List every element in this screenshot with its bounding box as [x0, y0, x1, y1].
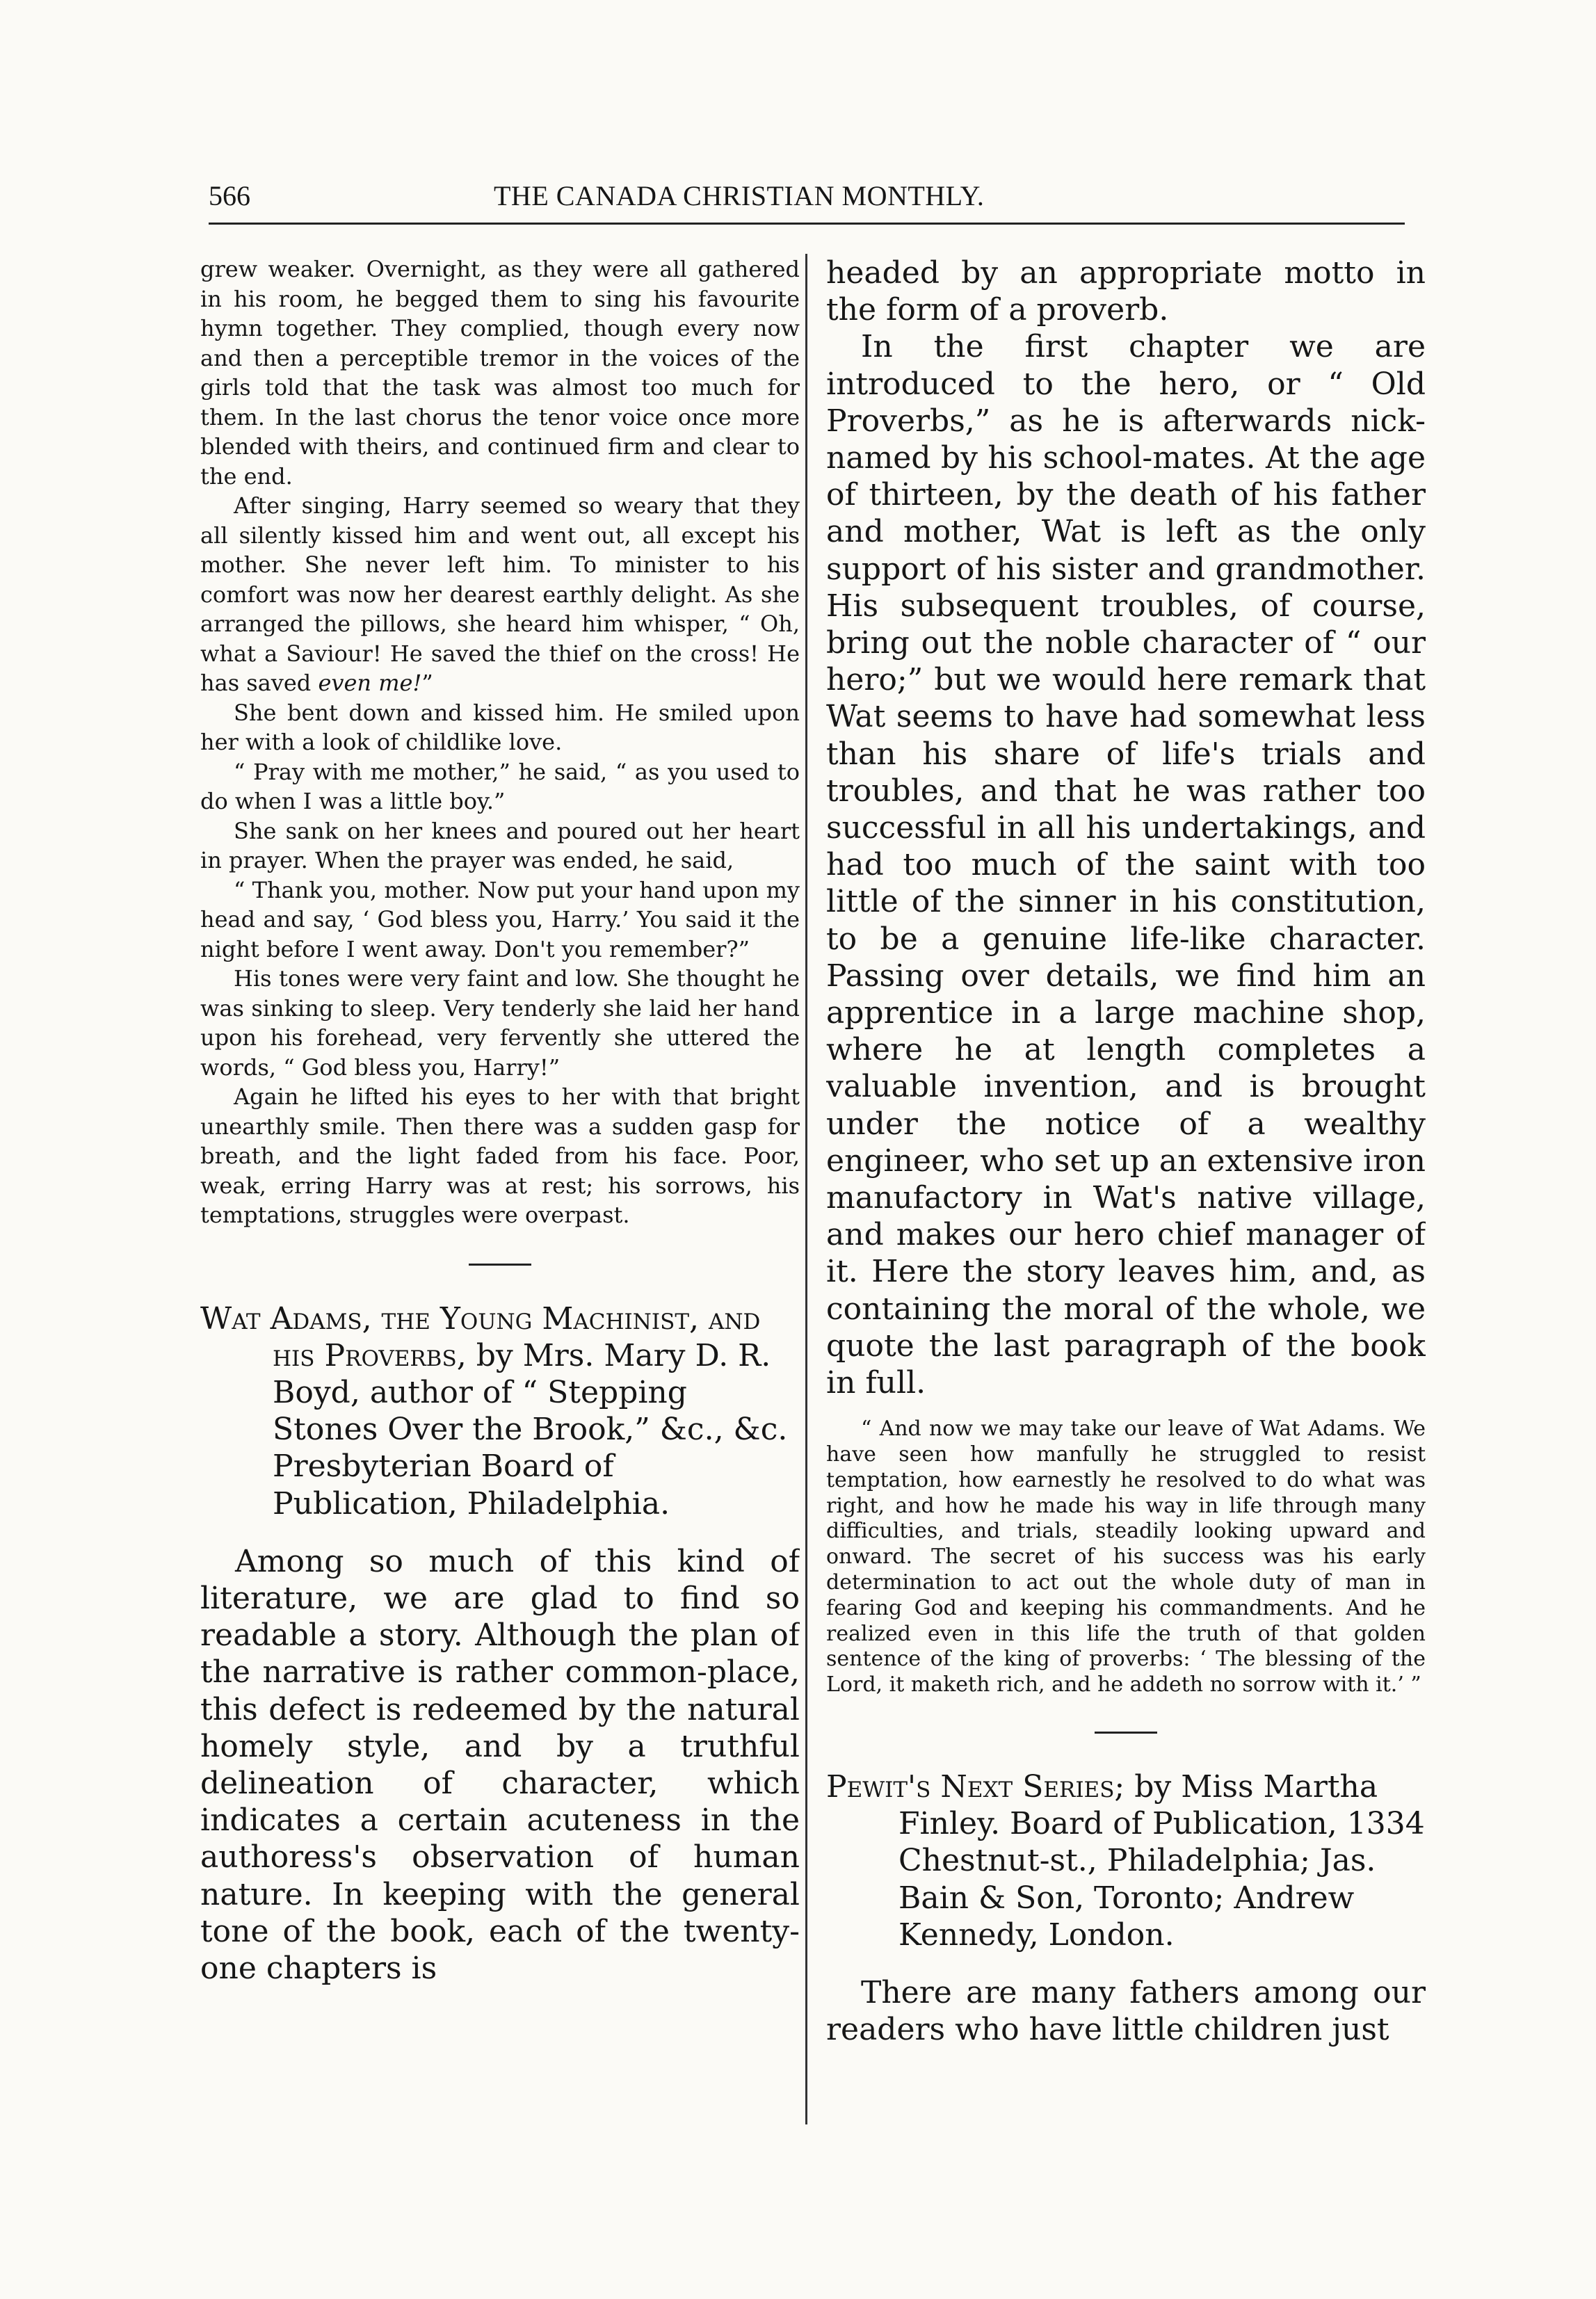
review-paragraph: Among so much of this kind of literature, we are glad to find so readable a story. Although the plan of the narrative is rather common-place, this defect is redeemed by the natural homely style, and by a truthful delineation of character, which indicates a certain acuteness in the authoress's observation of human nature. In keeping with the general tone of the book, each of the twenty-one chapters is [200, 1543, 800, 1986]
column-divider [805, 254, 807, 2124]
left-column [200, 255, 800, 1987]
running-title: THE CANADA CHRISTIAN MONTHLY. [494, 180, 985, 211]
review-paragraph: There are many fathers among our readers who have little children just [826, 1975, 1426, 2048]
story-paragraph: grew weaker. Overnight, as they were all gathered in his room, he begged them to sing his favourite hymn together. They complied, though every now and then a perceptible tremor in the voices of the girls told that the task was almost too much for them. In the last chorus the tenor voice once more blended with theirs, and continued firm and clear to the end. [200, 256, 800, 490]
header-rule [209, 223, 1405, 225]
right-column [826, 255, 1426, 2048]
review-book-title: Wat Adams, the Young Machinist, and his Proverbs, [200, 1300, 761, 1373]
page-number: 566 [209, 180, 250, 211]
story-paragraph: “ Pray with me mother,” he said, “ as you used to do when I was a little boy.” [200, 758, 800, 814]
review-paragraph: headed by an appropriate motto in the form of a proverb. [826, 255, 1426, 328]
section-divider [1095, 1732, 1157, 1734]
block-quote: “ And now we may take our leave of Wat Adams. We have seen how manfully he struggled to resist temptation, how earnestly he resolved to do what was right, and how he made his way in life through many difficulties, and trials, steadily looking upward and onward. The secret of his success was his early determination to act out the whole duty of man in fearing God and keeping his commandments. And he realized even in this life the truth of that golden sentence of the king of proverbs: ‘ The blessing of the Lord, it maketh rich, and he addeth no sorrow with it.’ ” [826, 1417, 1426, 1697]
section-divider [469, 1264, 531, 1266]
review-paragraph: In the first chapter we are introduced to the hero, or “ Old Proverbs,” as he is afterwards nick-named by his school-mates. At the age of thirteen, by the death of his father and mother, Wat is left as the only support of his sister and grandmother. His subsequent troubles, of course, bring out the noble character of “ our hero;” but we would here remark that Wat seems to have had somewhat less than his share of life's trials and troubles, and that he was rather too successful in all his undertakings, and had too much of the saint with too little of the sinner in his constitution, to be a genuine life-like character. Passing over details, we find him an apprentice in a large machine shop, where he at length completes a valuable invention, and is brought under the notice of a wealthy engineer, who set up an extensive iron manufactory in Wat's native village, and makes our hero chief manager of it. Here the story leaves him, and, as containing the moral of the whole, we quote the last paragraph of the book in full. [826, 329, 1426, 1401]
review-heading [200, 1300, 800, 1522]
story-paragraph: She sank on her knees and poured out her heart in prayer. When the prayer was ended, he said, [200, 817, 800, 873]
story-paragraph: His tones were very faint and low. She thought he was sinking to sleep. Very tenderly she laid her hand upon his forehead, very fervently she uttered the words, “ God bless you, Harry!” [200, 965, 800, 1081]
story-paragraph: She bent down and kissed him. He smiled upon her with a look of childlike love. [200, 699, 800, 755]
story-text: After singing, Harry seemed so weary that they all silently kissed him and went out, all except his mother. She never left him. To minister to his comfort was now her dearest earthly delight. As she arranged the pillows, she heard him whisper, “ Oh, what a Saviour! He saved the thief on the cross! He has saved [200, 492, 800, 696]
closing-quote: ” [421, 670, 433, 696]
story-paragraph [200, 491, 800, 698]
review-book-title: Pewit's Next Series; [826, 1769, 1125, 1805]
review-book-details: by Miss Martha Finley. Board of Publication, 1334 Chestnut-st., Philadelphia; Jas. Bain & Son, Toronto; Andrew Kennedy, London. [898, 1769, 1425, 1953]
story-paragraph: “ Thank you, mother. Now put your hand upon my head and say, ‘ God bless you, Harry.’ You said it the night before I went away. Don't you remember?” [200, 876, 800, 962]
story-paragraph: Again he lifted his eyes to her with that bright unearthly smile. Then there was a sudden gasp for breath, and the light faded from his face. Poor, weak, erring Harry was at rest; his sorrows, his temptations, struggles were overpast. [200, 1083, 800, 1228]
review-book-details: by Mrs. Mary D. R. Boyd, author of “ Stepping Stones Over the Brook,” &c., &c. Presbyterian Board of Publication, Philadelphia. [273, 1337, 788, 1522]
story-italic-text: even me! [318, 670, 422, 696]
review-heading [826, 1768, 1426, 1953]
